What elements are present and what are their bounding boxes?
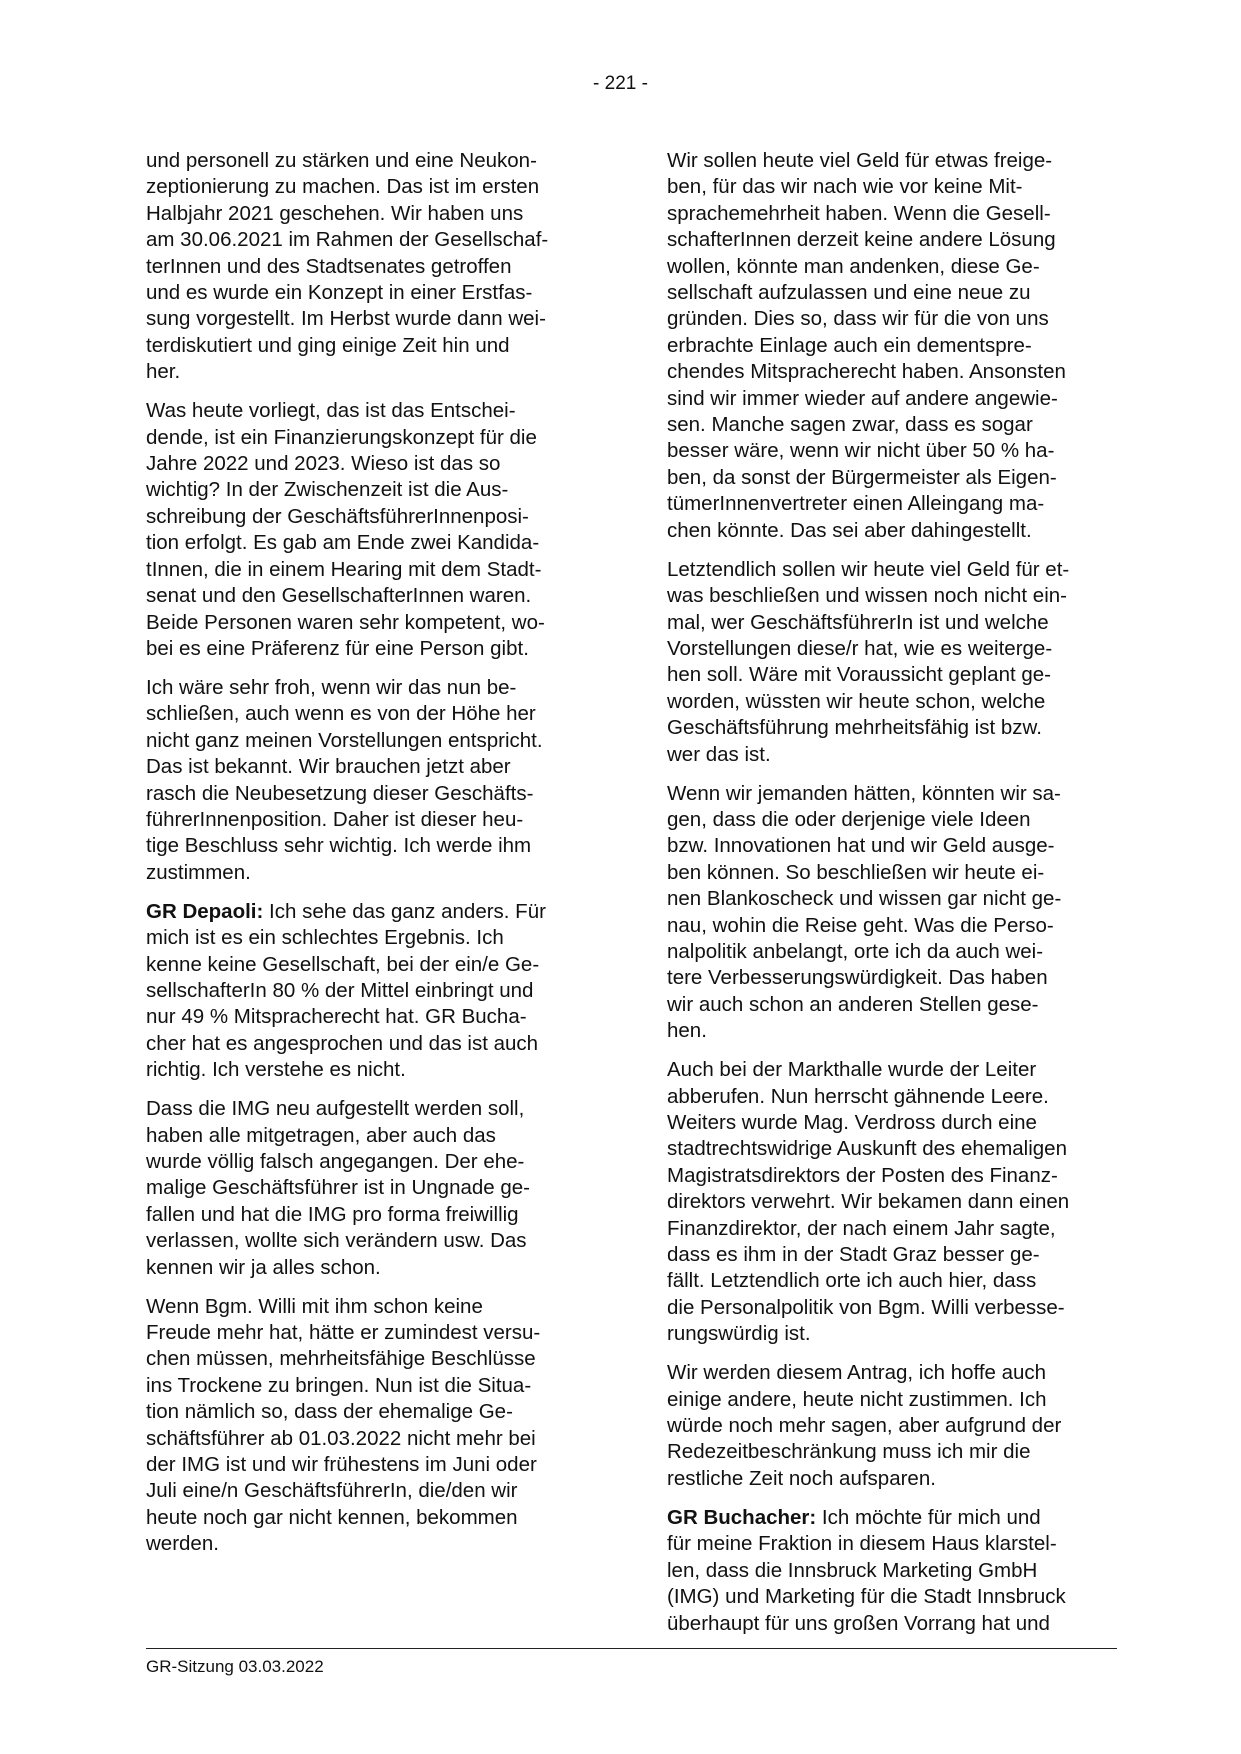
text-line: heute noch gar nicht kennen, bekommen bbox=[146, 1505, 518, 1529]
text-line: sprachemehrheit haben. Wenn die Gesell- bbox=[667, 201, 1051, 225]
text-line: was beschließen und wissen noch nicht ein- bbox=[667, 584, 1067, 608]
text-line: fallen und hat die IMG pro forma freiwillig bbox=[146, 1202, 519, 1226]
left-column bbox=[146, 148, 598, 1570]
text-line: sung vorgestellt. Im Herbst wurde dann wei- bbox=[146, 307, 546, 331]
text-line: Halbjahr 2021 geschehen. Wir haben uns bbox=[146, 201, 524, 225]
text-line: Finanzdirektor, der nach einem Jahr sagte, bbox=[667, 1216, 1056, 1240]
right-column bbox=[667, 148, 1119, 1650]
text-line: Wir werden diesem Antrag, ich hoffe auch bbox=[667, 1361, 1047, 1385]
text-line: würde noch mehr sagen, aber aufgrund der bbox=[667, 1414, 1062, 1438]
text-line: bei es eine Präferenz für eine Person gibt. bbox=[146, 636, 529, 660]
text-line: rasch die Neubesetzung dieser Geschäfts- bbox=[146, 781, 534, 805]
text-line: einige andere, heute nicht zustimmen. Ich bbox=[667, 1387, 1047, 1411]
paragraph bbox=[667, 1360, 1119, 1492]
paragraph bbox=[146, 398, 598, 662]
paragraph bbox=[146, 1096, 598, 1281]
paragraph bbox=[667, 148, 1119, 544]
text-line: direktors verwehrt. Wir bekamen dann einen bbox=[667, 1190, 1070, 1214]
text-line: wir auch schon an anderen Stellen gese- bbox=[667, 992, 1039, 1016]
text-line: abberufen. Nun herrscht gähnende Leere. bbox=[667, 1084, 1049, 1108]
text-line: wichtig? In der Zwischenzeit ist die Aus- bbox=[146, 478, 509, 502]
text-line: erbrachte Einlage auch ein dementspre- bbox=[667, 333, 1032, 357]
text-line: restliche Zeit noch aufsparen. bbox=[667, 1466, 936, 1490]
text-line: mich ist es ein schlechtes Ergebnis. Ich bbox=[146, 926, 504, 950]
text-line: Vorstellungen diese/r hat, wie es weiterge- bbox=[667, 636, 1053, 660]
speaker-text: Ich möchte für mich und bbox=[816, 1505, 1041, 1529]
text-line: die Personalpolitik von Bgm. Willi verbesse- bbox=[667, 1295, 1065, 1319]
text-line: Jahre 2022 und 2023. Wieso ist das so bbox=[146, 452, 501, 476]
text-line: chen könnte. Das sei aber dahingestellt. bbox=[667, 518, 1032, 542]
text-line: rungswürdig ist. bbox=[667, 1322, 811, 1346]
text-line: dass es ihm in der Stadt Graz besser ge- bbox=[667, 1243, 1040, 1267]
text-line: her. bbox=[146, 360, 181, 384]
text-line: werden. bbox=[146, 1532, 219, 1556]
text-line: worden, wüssten wir heute schon, welche bbox=[667, 689, 1046, 713]
page-number: - 221 - bbox=[593, 73, 648, 94]
speaker-name: GR Depaoli: bbox=[146, 899, 264, 923]
text-line: chen müssen, mehrheitsfähige Beschlüsse bbox=[146, 1347, 536, 1371]
text-line: schäftsführer ab 01.03.2022 nicht mehr bei bbox=[146, 1426, 536, 1450]
text-line: Magistratsdirektors der Posten des Finanz- bbox=[667, 1163, 1058, 1187]
text-line: stadtrechtswidrige Auskunft des ehemaligen bbox=[667, 1137, 1067, 1161]
text-line: sind wir immer wieder auf andere angewie- bbox=[667, 386, 1058, 410]
text-line: führerInnenposition. Daher ist dieser heu- bbox=[146, 807, 524, 831]
text-line: fällt. Letztendlich orte ich auch hier, dass bbox=[667, 1269, 1037, 1293]
text-line: Beide Personen waren sehr kompetent, wo- bbox=[146, 610, 545, 634]
text-line: schließen, auch wenn es von der Höhe her bbox=[146, 702, 536, 726]
text-line: schafterInnen derzeit keine andere Lösung bbox=[667, 228, 1056, 252]
text-line: ben, für das wir nach wie vor keine Mit- bbox=[667, 175, 1023, 199]
text-line: hen soll. Wäre mit Voraussicht geplant ge- bbox=[667, 663, 1051, 687]
text-line: gen, dass die oder derjenige viele Ideen bbox=[667, 807, 1031, 831]
text-line: sellschaft aufzulassen und eine neue zu bbox=[667, 281, 1031, 305]
paragraph bbox=[667, 557, 1119, 768]
text-line: nalpolitik anbelangt, orte ich da auch wei- bbox=[667, 939, 1044, 963]
text-line: tion nämlich so, dass der ehemalige Ge- bbox=[146, 1400, 513, 1424]
text-line: wer das ist. bbox=[667, 742, 771, 766]
text-line: verlassen, wollte sich verändern usw. Das bbox=[146, 1229, 527, 1253]
text-line: len, dass die Innsbruck Marketing GmbH bbox=[667, 1558, 1038, 1582]
text-line: ins Trockene zu bringen. Nun ist die Situa- bbox=[146, 1373, 532, 1397]
text-line: Dass die IMG neu aufgestellt werden soll, bbox=[146, 1097, 525, 1121]
text-line: Redezeitbeschränkung muss ich mir die bbox=[667, 1440, 1031, 1464]
text-line: ben können. So beschließen wir heute ei- bbox=[667, 860, 1045, 884]
text-line: wollen, könnte man andenken, diese Ge- bbox=[667, 254, 1040, 278]
speaker-name: GR Buchacher: bbox=[667, 1505, 817, 1529]
text-line: Wir sollen heute viel Geld für etwas freige- bbox=[667, 149, 1053, 172]
paragraph bbox=[667, 1057, 1119, 1347]
text-line: cher hat es angesprochen und das ist auch bbox=[146, 1031, 539, 1055]
paragraph bbox=[146, 1294, 598, 1558]
text-line: Weiters wurde Mag. Verdross durch eine bbox=[667, 1111, 1037, 1134]
text-line: Auch bei der Markthalle wurde der Leiter bbox=[667, 1058, 1037, 1082]
paragraph bbox=[146, 899, 598, 1084]
text-line: terInnen und des Stadtsenates getroffen bbox=[146, 254, 512, 278]
text-line: am 30.06.2021 im Rahmen der Gesellschaf- bbox=[146, 228, 549, 252]
text-line: Letztendlich sollen wir heute viel Geld für et- bbox=[667, 557, 1070, 581]
text-line: besser wäre, wenn wir nicht über 50 % ha- bbox=[667, 439, 1055, 463]
text-line: nen Blankoscheck und wissen gar nicht ge- bbox=[667, 887, 1062, 911]
text-line: ben, da sonst der Bürgermeister als Eigen- bbox=[667, 465, 1057, 489]
text-line: mal, wer GeschäftsführerIn ist und welche bbox=[667, 610, 1049, 634]
text-line bbox=[146, 899, 598, 925]
text-line: Wenn wir jemanden hätten, könnten wir sa- bbox=[667, 781, 1061, 805]
text-line: Das ist bekannt. Wir brauchen jetzt aber bbox=[146, 755, 511, 779]
text-line: Freude mehr hat, hätte er zumindest versu- bbox=[146, 1321, 541, 1345]
text-line: nur 49 % Mitspracherecht hat. GR Bucha- bbox=[146, 1005, 527, 1029]
text-line: Wenn Bgm. Willi mit ihm schon keine bbox=[146, 1294, 483, 1318]
text-line: Ich wäre sehr froh, wenn wir das nun be- bbox=[146, 675, 517, 699]
text-line: kenne keine Gesellschaft, bei der ein/e Ge- bbox=[146, 952, 540, 976]
text-line: tion erfolgt. Es gab am Ende zwei Kandida- bbox=[146, 531, 540, 555]
text-line: hen. bbox=[667, 1019, 707, 1043]
text-line: für meine Fraktion in diesem Haus klarstel- bbox=[667, 1532, 1057, 1556]
text-line: richtig. Ich verstehe es nicht. bbox=[146, 1058, 406, 1082]
text-line: tInnen, die in einem Hearing mit dem Stadt- bbox=[146, 557, 542, 581]
text-line bbox=[667, 1505, 1119, 1531]
text-line: terdiskutiert und ging einige Zeit hin und bbox=[146, 333, 510, 357]
text-line: tere Verbesserungswürdigkeit. Das haben bbox=[667, 966, 1048, 990]
text-line: und personell zu stärken und eine Neukon- bbox=[146, 149, 537, 172]
text-line: malige Geschäftsführer ist in Ungnade ge- bbox=[146, 1176, 531, 1200]
footer-divider bbox=[146, 1648, 1117, 1649]
footer-session-date: GR-Sitzung 03.03.2022 bbox=[146, 1657, 324, 1676]
text-line: Juli eine/n GeschäftsführerIn, die/den wir bbox=[146, 1479, 518, 1503]
text-line: der IMG ist und wir frühestens im Juni oder bbox=[146, 1453, 537, 1477]
text-line: dende, ist ein Finanzierungskonzept für die bbox=[146, 425, 537, 449]
text-line: nicht ganz meinen Vorstellungen entspricht. bbox=[146, 728, 543, 752]
text-line: überhaupt für uns großen Vorrang hat und bbox=[667, 1611, 1050, 1635]
paragraph bbox=[146, 148, 598, 386]
text-line: gründen. Dies so, dass wir für die von uns bbox=[667, 307, 1049, 331]
text-line: (IMG) und Marketing für die Stadt Innsbruck bbox=[667, 1585, 1066, 1609]
text-line: und es wurde ein Konzept in einer Erstfas- bbox=[146, 281, 533, 305]
paragraph bbox=[667, 1505, 1119, 1637]
paragraph bbox=[146, 675, 598, 886]
text-line: tümerInnenvertreter einen Alleingang ma- bbox=[667, 492, 1045, 516]
text-line: schreibung der GeschäftsführerInnenposi- bbox=[146, 504, 529, 528]
text-line: wurde völlig falsch angegangen. Der ehe- bbox=[146, 1150, 525, 1173]
text-line: Was heute vorliegt, das ist das Entschei- bbox=[146, 399, 516, 423]
text-line: nau, wohin die Reise geht. Was die Perso- bbox=[667, 913, 1054, 937]
speaker-text: Ich sehe das ganz anders. Für bbox=[263, 899, 546, 923]
paragraph bbox=[667, 781, 1119, 1045]
text-line: kennen wir ja alles schon. bbox=[146, 1255, 381, 1279]
text-line: chendes Mitspracherecht haben. Ansonsten bbox=[667, 360, 1066, 384]
text-line: haben alle mitgetragen, aber auch das bbox=[146, 1123, 496, 1147]
text-line: tige Beschluss sehr wichtig. Ich werde ihm bbox=[146, 834, 532, 858]
text-line: Geschäftsführung mehrheitsfähig ist bzw. bbox=[667, 716, 1042, 740]
text-line: bzw. Innovationen hat und wir Geld ausge- bbox=[667, 834, 1055, 858]
text-line: sen. Manche sagen zwar, dass es sogar bbox=[667, 413, 1033, 437]
text-line: senat und den GesellschafterInnen waren. bbox=[146, 584, 532, 608]
text-line: zeptionierung zu machen. Das ist im ersten bbox=[146, 175, 540, 199]
text-line: zustimmen. bbox=[146, 860, 251, 884]
text-line: sellschafterIn 80 % der Mittel einbringt und bbox=[146, 978, 534, 1002]
